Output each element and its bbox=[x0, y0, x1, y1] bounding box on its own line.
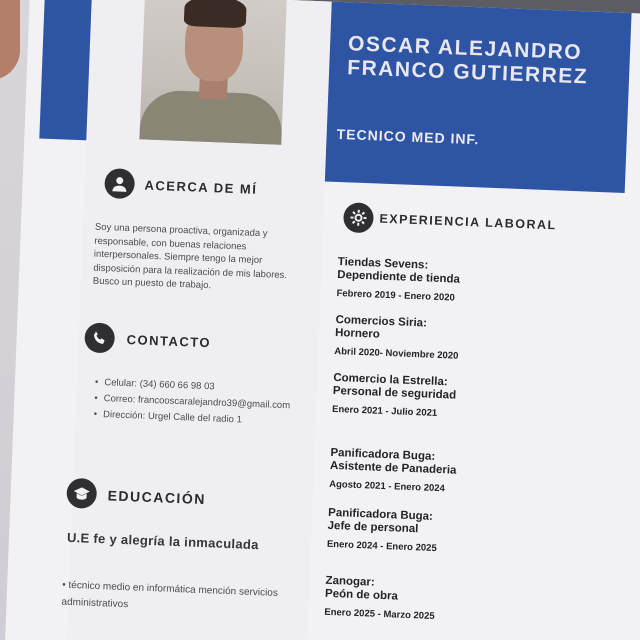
experience-company: Zanogar: bbox=[325, 574, 375, 589]
experience-dates: Agosto 2021 - Enero 2024 bbox=[329, 478, 446, 495]
education-title: EDUCACIÓN bbox=[107, 487, 207, 508]
resume-sheet bbox=[4, 0, 640, 640]
experience-company: Comercio la Estrella: bbox=[333, 371, 448, 389]
gear-icon bbox=[343, 202, 374, 233]
photo-hair bbox=[184, 0, 247, 28]
experience-role: Personal de seguridad bbox=[332, 384, 457, 402]
experience-role: Jefe de personal bbox=[327, 519, 419, 536]
candidate-name bbox=[347, 32, 590, 89]
contact-title: CONTACTO bbox=[126, 331, 212, 351]
experience-item bbox=[327, 507, 568, 559]
name-line-1: OSCAR ALEJANDRO bbox=[347, 32, 583, 65]
contact-email: • Correo: francooscaralejandro39@gmail.com bbox=[94, 391, 294, 415]
experience-dates: Enero 2025 - Marzo 2025 bbox=[324, 606, 435, 622]
candidate-role: TECNICO MED INF. bbox=[336, 125, 480, 148]
education-detail: • técnico medio en informática mención servicios administrativos bbox=[61, 579, 279, 611]
education-school: U.E fe y alegría la inmaculada bbox=[66, 529, 259, 553]
experience-company: Panificadora Buga: bbox=[330, 446, 436, 463]
experience-company: Tiendas Sevens: bbox=[337, 256, 429, 272]
experience-company: Comercios Siria: bbox=[335, 313, 428, 330]
experience-company: Panificadora Buga: bbox=[327, 506, 434, 523]
contact-list bbox=[93, 375, 295, 431]
contact-address: • Dirección: Urgel Calle del radio 1 bbox=[93, 407, 293, 431]
experience-dates: Enero 2021 - Julio 2021 bbox=[331, 403, 438, 419]
experience-role: Dependiente de tienda bbox=[337, 269, 461, 286]
experience-role: Hornero bbox=[334, 326, 380, 341]
experience-dates: Enero 2024 - Enero 2025 bbox=[326, 538, 437, 555]
experience-dates: Febrero 2019 - Enero 2020 bbox=[336, 287, 455, 304]
name-line-2: FRANCO GUTIERREZ bbox=[346, 56, 589, 89]
header-band bbox=[325, 2, 632, 193]
experience-title: EXPERIENCIA LABORAL bbox=[379, 211, 557, 233]
experience-item bbox=[329, 447, 570, 499]
experience-item bbox=[332, 372, 573, 424]
experience-item bbox=[334, 314, 575, 366]
experience-role: Asistente de Panaderia bbox=[329, 459, 457, 477]
experience-dates: Abril 2020- Noviembre 2020 bbox=[334, 345, 459, 362]
experience-item bbox=[324, 575, 565, 627]
profile-photo bbox=[139, 0, 286, 145]
experience-role: Peón de obra bbox=[324, 587, 399, 603]
experience-item bbox=[336, 256, 577, 308]
contact-phone: • Celular: (34) 660 66 98 03 bbox=[95, 375, 295, 399]
about-text: Soy una persona proactiva, organizada y responsable, con buenas relaciones interpersonales. Siempre tengo la mejor disposición para la realización de mis labores. Busco un puesto de trabajo. bbox=[92, 221, 288, 292]
about-title: ACERCA DE MÍ bbox=[144, 177, 258, 197]
